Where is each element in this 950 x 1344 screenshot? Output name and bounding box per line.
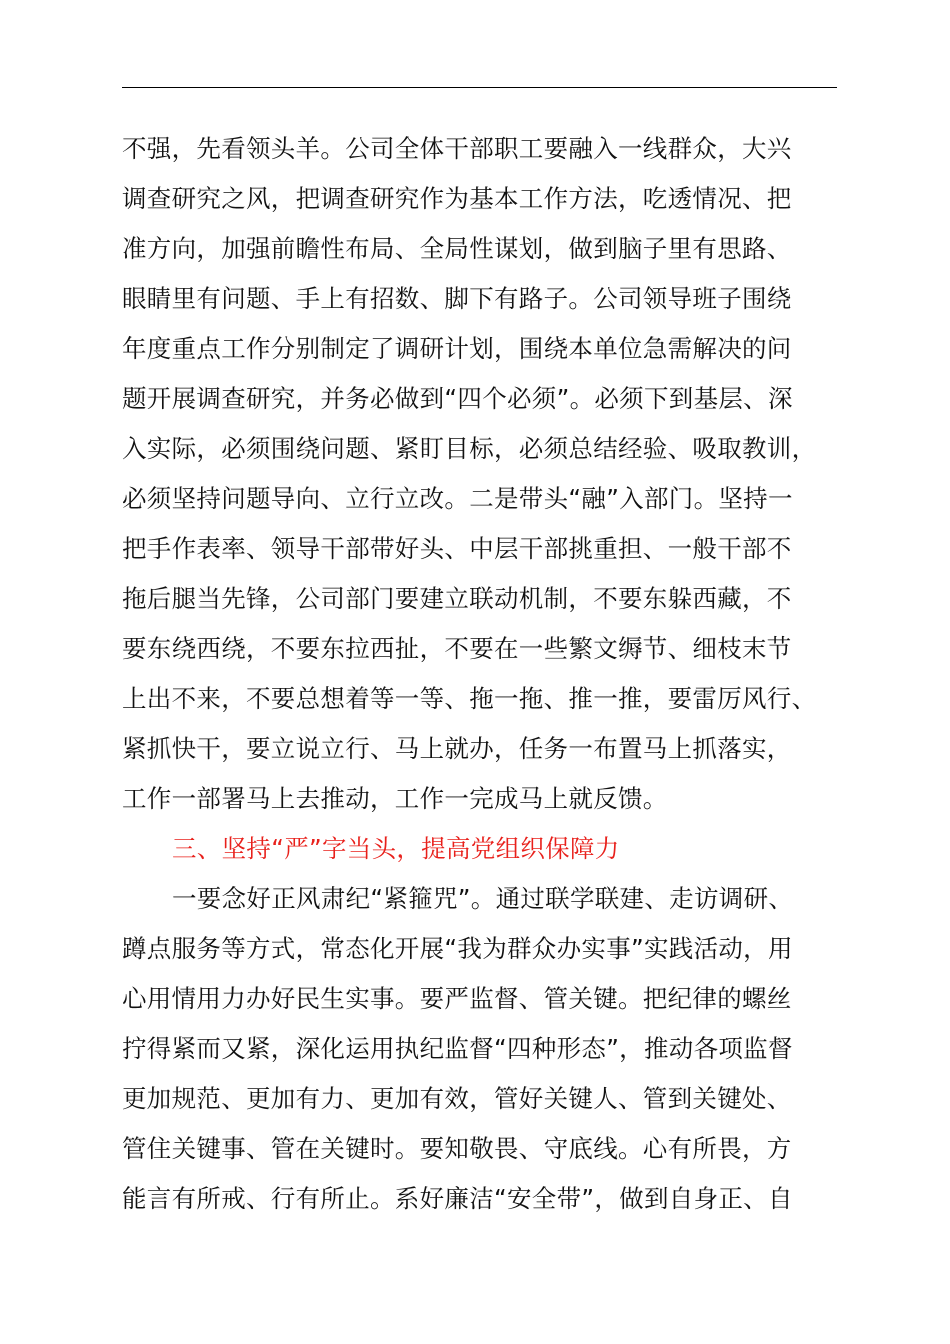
paragraph-line: 准方向，加强前瞻性布局、全局性谋划，做到脑子里有思路、	[122, 234, 792, 263]
document-body	[122, 124, 842, 1224]
paragraph-line: 一要念好正风肃纪“紧箍咒”。通过联学联建、走访调研、	[172, 884, 794, 913]
paragraph-line: 更加规范、更加有力、更加有效，管好关键人、管到关键处、	[122, 1084, 792, 1113]
paragraph-line: 题开展调查研究，并务必做到“四个必须”。必须下到基层、深	[122, 384, 793, 413]
paragraph-line: 管住关键事、管在关键时。要知敬畏、守底线。心有所畏，方	[122, 1134, 792, 1163]
paragraph-line: 要东绕西绕，不要东拉西扯，不要在一些繁文缛节、细枝末节	[122, 634, 792, 663]
header-rule	[122, 87, 837, 88]
paragraph-line: 调查研究之风，把调查研究作为基本工作方法，吃透情况、把	[122, 184, 792, 213]
paragraph-line: 年度重点工作分别制定了调研计划，围绕本单位急需解决的问	[122, 334, 792, 363]
paragraph-line: 工作一部署马上去推动，工作一完成马上就反馈。	[122, 784, 668, 813]
paragraph-line: 紧抓快干，要立说立行、马上就办，任务一布置马上抓落实，	[122, 734, 792, 763]
paragraph-line: 拧得紧而又紧，深化运用执纪监督“四种形态”，推动各项监督	[122, 1034, 793, 1063]
paragraph-line: 拖后腿当先锋，公司部门要建立联动机制，不要东躲西藏，不	[122, 584, 792, 613]
section-heading: 三、坚持“严”字当头，提高党组织保障力	[172, 834, 620, 863]
paragraph-line: 心用情用力办好民生实事。要严监督、管关键。把纪律的螺丝	[122, 984, 792, 1013]
paragraph-line: 不强，先看领头羊。公司全体干部职工要融入一线群众，大兴	[122, 134, 792, 163]
paragraph-line: 入实际，必须围绕问题、紧盯目标，必须总结经验、吸取教训，	[122, 434, 817, 463]
paragraph-line: 能言有所戒、行有所止。系好廉洁“安全带”，做到自身正、自	[122, 1184, 793, 1213]
paragraph-line: 上出不来，不要总想着等一等、拖一拖、推一推，要雷厉风行、	[122, 684, 817, 713]
paragraph-line: 必须坚持问题导向、立行立改。二是带头“融”入部门。坚持一	[122, 484, 793, 513]
paragraph-line: 眼睛里有问题、手上有招数、脚下有路子。公司领导班子围绕	[122, 284, 792, 313]
paragraph-line: 蹲点服务等方式，常态化开展“我为群众办实事”实践活动，用	[122, 934, 793, 963]
paragraph-line: 把手作表率、领导干部带好头、中层干部挑重担、一般干部不	[122, 534, 792, 563]
